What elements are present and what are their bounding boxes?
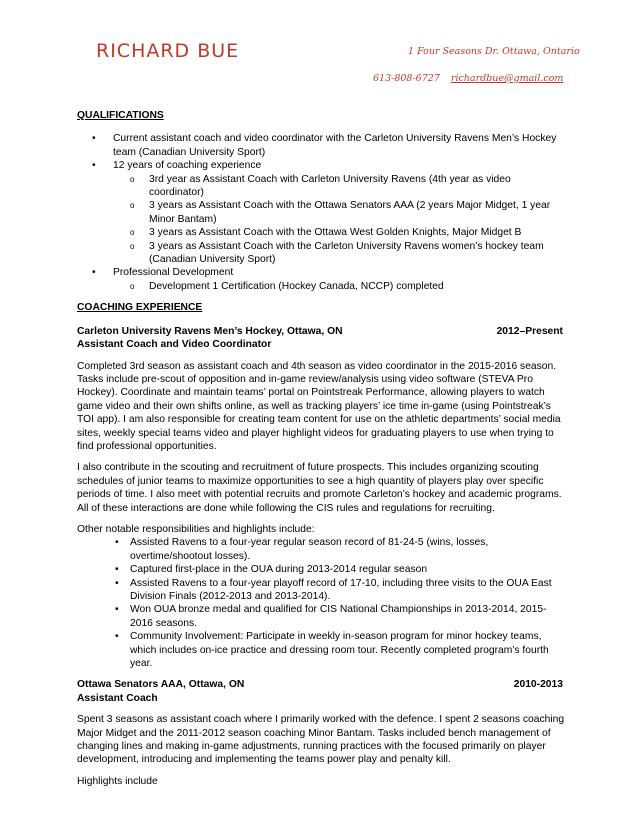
job1-highlights	[77, 536, 567, 670]
job2-role: Assistant Coach	[77, 692, 158, 704]
address: 1 Four Seasons Dr. Ottawa, Ontario	[408, 46, 580, 57]
list-item: • Community Involvement: Participate in weekly in-season program for minor hockey teams, which includes on-ice practice and dressing room tour. Recently completed program’s fourth year.	[77, 630, 567, 670]
job1-dates: 2012–Present	[496, 325, 563, 337]
list-item: • Won OUA bronze medal and qualified for CIS National Championships in 2013-2014, 2015-2016 seasons.	[77, 603, 567, 630]
list-item: • Assisted Ravens to a four-year playoff record of 17-10, including three visits to the OUA East Division Finals (2012-2013 and 2013-2014).	[77, 577, 567, 604]
job1-highlights-intro: Other notable responsibilities and highlights include:	[77, 523, 315, 535]
qualifications-heading: QUALIFICATIONS	[77, 110, 164, 121]
list-item: • Professional Development o Development 1 Certification (Hockey Canada, NCCP) completed	[77, 266, 567, 293]
pd-sublist	[113, 280, 567, 293]
list-item: o 3 years as Assistant Coach with the Carleton University Ravens women’s hockey team (Canadian University Sport)	[113, 240, 567, 267]
list-item: • Assisted Ravens to a four-year regular season record of 81-24-5 (wins, losses, overtime/shootout losses).	[77, 536, 567, 563]
job2-paragraph-1: Spent 3 seasons as assistant coach where I primarily worked with the defence. I spent 2 seasons coaching Major Midget and the 2011-2012 season coaching Minor Bantam. Tasks included bench management of changing lines and making in-game adjustments, running practices with the focused primarily on player development, introducing and implementing the teams power play and penalty kill.	[77, 714, 565, 766]
list-item: • Captured first-place in the OUA during 2013-2014 regular season	[77, 563, 567, 576]
resume-body	[77, 109, 567, 788]
contact-line	[373, 73, 563, 84]
experience-heading: COACHING EXPERIENCE	[77, 302, 203, 314]
coaching-sublist	[113, 173, 567, 267]
job1-paragraph-1: Completed 3rd season as assistant coach and 4th season as video coordinator in the 2015-2016 season. Tasks include pre-scout of opposition and in-game review/analysis using video software (STEVA Pro Hockey). Coordinate and maintain teams’ portal on Pointstreak Performance, allowing players to watch game video and their own shifts online, as well as tracking players’ ice time in-game (using Pointstreak’s TOI app). I am also responsible for creating team content for use on the athletic departments’ social media sites, weekly special teams video and player highlight videos for graduating players to use when trying to find professional opportunities.	[77, 360, 561, 452]
qualifications-list	[77, 132, 567, 293]
job1-header	[77, 325, 567, 338]
list-item: o 3rd year as Assistant Coach with Carleton University Ravens (4th year as video coordinator)	[113, 173, 567, 200]
job2-highlights-intro: Highlights include	[77, 775, 158, 787]
list-item: • Current assistant coach and video coordinator with the Carleton University Ravens Men’s Hockey team (Canadian University Sport)	[77, 132, 567, 159]
job1-role: Assistant Coach and Video Coordinator	[77, 339, 272, 351]
phone: 613-808-6727	[373, 73, 440, 84]
job1-org: Carleton University Ravens Men’s Hockey, Ottawa, ON	[77, 325, 343, 337]
email-link[interactable]: richardbue@gmail.com	[450, 73, 564, 84]
job1-paragraph-2: I also contribute in the scouting and recruitment of future prospects. This includes organizing scouting schedules of junior teams to maximize opportunities to see a high quantity of players play over specific periods of time. I also meet with potential recruits and promote Carleton’s hockey and academic programs. All of these interactions are done while following the CIS rules and regulations for recruiting.	[77, 462, 562, 514]
resume-name: RICHARD BUE	[96, 40, 240, 62]
job2-dates: 2010-2013	[513, 679, 563, 691]
job2-header	[77, 678, 567, 691]
list-item: o 3 years as Assistant Coach with the Ottawa Senators AAA (2 years Major Midget, 1 year Minor Bantam)	[113, 199, 567, 226]
list-item: o Development 1 Certification (Hockey Canada, NCCP) completed	[113, 280, 567, 293]
job2-org: Ottawa Senators AAA, Ottawa, ON	[77, 679, 245, 691]
list-item: • 12 years of coaching experience o 3rd year as Assistant Coach with Carleton University Ravens (4th year as video coordinator) o 3 years as Assistant Coach with the Ottawa Senators AAA (2 years Major Midget, 1 year Minor Bantam) o 3 years as Assistant Coach with the Ottawa West Golden Knights, Major Midget B o 3 years as Assistant Coach with the Carleton University Ravens women’s hockey team (Canadian University Sport)	[77, 159, 567, 266]
list-item: o 3 years as Assistant Coach with the Ottawa West Golden Knights, Major Midget B	[113, 226, 567, 239]
